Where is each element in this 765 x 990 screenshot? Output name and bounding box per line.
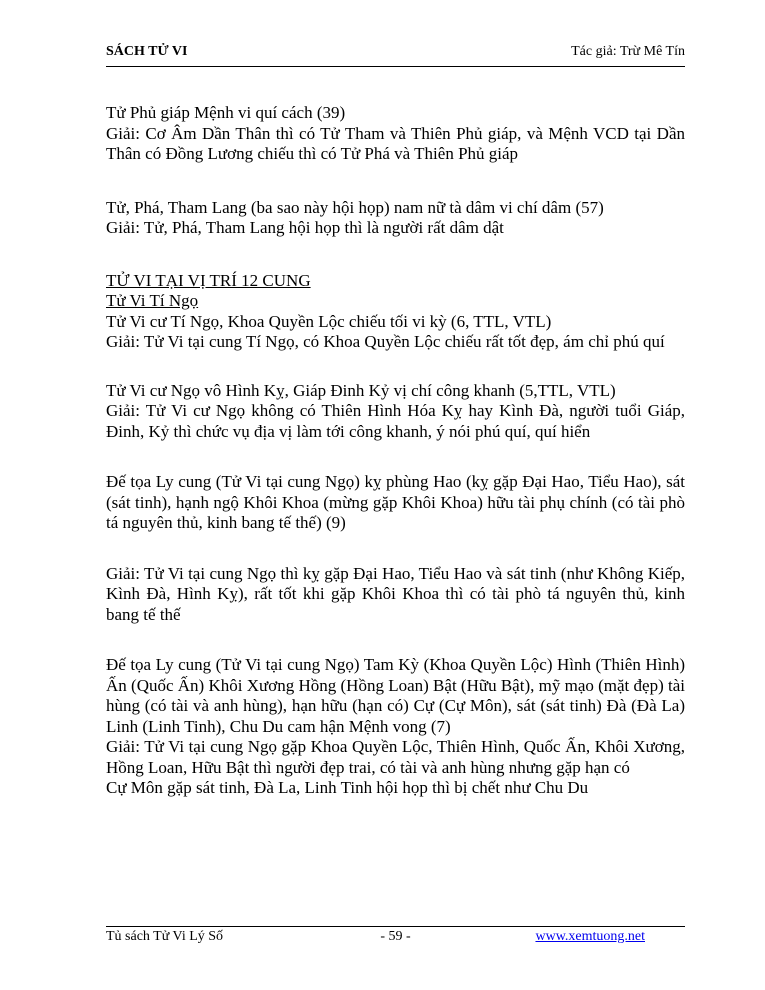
website-link[interactable]: www.xemtuong.net [535,929,645,944]
section-heading: TỬ VI TẠI VỊ TRÍ 12 CUNG [106,270,311,290]
sub-heading: Tử Vi Tí Ngọ [106,291,199,310]
page-content [106,103,685,799]
paragraph: Giải: Cơ Âm Dần Thân thì có Tử Tham và Thiên Phủ giáp, và Mệnh VCD tại Dần Thân có Đồng Lương chiếu thì có Tử Phá và Thiên Phủ giáp [106,123,685,163]
author-line: Tác giả: Trừ Mê Tín [571,44,685,59]
paragraph: Tử Vi cư Tí Ngọ, Khoa Quyền Lộc chiếu tối vi kỳ (6, TTL, VTL) [106,311,552,331]
paragraph: Giải: Tử Vi tại cung Tí Ngọ, có Khoa Quyền Lộc chiếu rất tốt đẹp, ám chỉ phú quí [106,332,665,351]
paragraph: Giải: Tử Vi tại cung Ngọ gặp Khoa Quyền Lộc, Thiên Hình, Quốc Ấn, Khôi Xương, Hồng Loan, Hữu Bật thì người đẹp trai, có tài và anh hùng nhưng gặp hạn có [106,737,685,777]
paragraph: Tử Phủ giáp Mệnh vi quí cách (39) [106,103,346,122]
paragraph: Giải: Tử, Phá, Tham Lang hội họp thì là người rất dâm dật [106,218,504,237]
paragraph: Giải: Tử Vi cư Ngọ không có Thiên Hình Hóa Kỵ hay Kình Đà, người tuổi Giáp, Đinh, Kỷ thì chức vụ địa vị làm tới công khanh, ý nói phú quí, quí hiển [106,401,685,441]
paragraph: Tử Vi cư Ngọ vô Hình Kỵ, Giáp Đinh Kỷ vị chí công khanh (5,TTL, VTL) [106,380,616,400]
paragraph: Đế tọa Ly cung (Tử Vi tại cung Ngọ) kỵ phùng Hao (kỵ gặp Đại Hao, Tiểu Hao), sát (sát tinh), hạnh ngộ Khôi Khoa (mừng gặp Khôi Khoa) hữu tài phụ chính (có tài phò tá nguyên thủ, kinh bang tế thế) (9) [106,472,685,532]
book-title: SÁCH TỬ VI [106,44,188,59]
paragraph: Đế tọa Ly cung (Tử Vi tại cung Ngọ) Tam Kỳ (Khoa Quyền Lộc) Hình (Thiên Hình) Ấn (Quốc Ấn) Khôi Xương Hồng (Hồng Loan) Bật (Hữu Bật), mỹ mạo (mặt đẹp) tài hùng (có tài và anh hùng), hạn hữu (hạn có) Cự (Cự Môn), sát (sát tinh) Đà (Đà La) Linh (Linh Tinh), Chu Du cam hận Mệnh vong (7) [106,655,685,736]
page-header [106,44,685,67]
paragraph: Giải: Tử Vi tại cung Ngọ thì kỵ gặp Đại Hao, Tiểu Hao và sát tinh (như Không Kiếp, Kình Đà, Hình Kỵ), rất tốt khi gặp Khôi Khoa thì có tài phò tá nguyên thủ, kinh bang tế thế [106,563,685,624]
page-footer [106,926,685,947]
footer-series: Tủ sách Tử Vi Lý Số [106,929,224,944]
page-number: - 59 - [380,929,411,944]
paragraph: Tử, Phá, Tham Lang (ba sao này hội họp) nam nữ tà dâm vi chí dâm (57) [106,197,604,217]
paragraph: Cự Môn gặp sát tinh, Đà La, Linh Tinh hội họp thì bị chết như Chu Du [106,778,589,797]
